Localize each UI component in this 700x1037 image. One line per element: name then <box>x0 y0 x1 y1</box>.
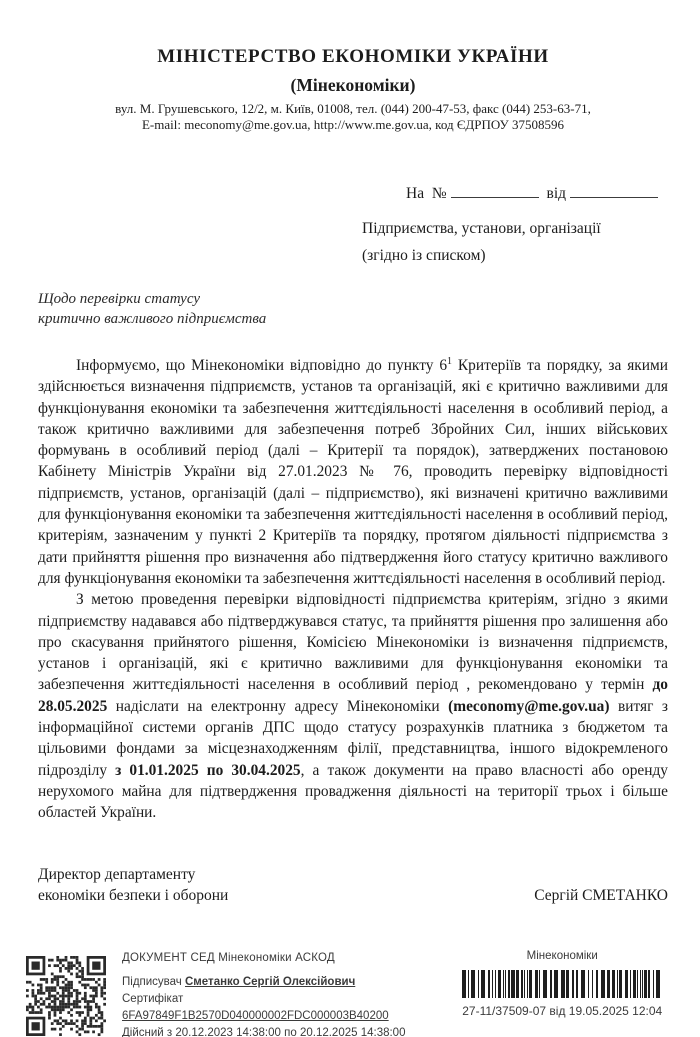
barcode-icon <box>462 970 662 998</box>
signer-position-line1: Директор департаменту <box>38 865 196 883</box>
letterhead-address: вул. М. Грушевського, 12/2, м. Київ, 01008, тел. (044) 200-47-53, факс (044) 253-63-71, <box>115 101 591 116</box>
reference-date-label: від <box>546 185 567 202</box>
registration-org: Мінекономіки <box>526 950 598 962</box>
subject-block <box>38 289 668 329</box>
p2-email: (meconomy@me.gov.ua) <box>448 697 610 715</box>
signer-name: Сергій СМЕТАНКО <box>534 886 668 904</box>
stamp-signer-label: Підписувач <box>122 976 182 988</box>
letterhead-contacts: E-mail: meconomy@me.gov.ua, http://www.me.gov.ua, код ЄДРПОУ 37508596 <box>141 117 565 132</box>
ministry-short-name: (Мінекономіки) <box>290 75 416 95</box>
ministry-name: МІНІСТЕРСТВО ЕКОНОМІКИ УКРАЇНИ <box>157 46 549 67</box>
reference-na-label: На <box>406 185 425 202</box>
stamp-signer-name: Сметанко Сергій Олексійович <box>185 976 356 988</box>
stamp-signer-line <box>122 974 452 991</box>
p2-seg1: З метою проведення перевірки відповідності підприємства критеріям, згідно з якими підприємству надавався або підтверджувався статус, та прийняття рішення про залишення або про скасування прийнятого рішення, Комісією Мінекономіки із визначення підприємств, установ і організацій, які є критично важливими для функціонування економіки та забезпечення життєдіяльності населення в особливий період , рекомендовано у термін <box>38 591 668 694</box>
qr-code-icon <box>26 956 106 1036</box>
addressee-line2: (згідно із списком) <box>362 247 486 264</box>
subject-line2: критично важливого підприємства <box>38 311 267 327</box>
subject-line1: Щодо перевірки статусу <box>38 291 201 307</box>
signature-block <box>38 864 668 906</box>
stamp-system-line: ДОКУМЕНТ СЕД Мінекономіки АСКОД <box>122 952 335 964</box>
signer-position-line2: економіки безпеки і оборони <box>38 886 229 904</box>
stamp-certificate-value: 6FA97849F1B2570D040000002FDC000003B40200 <box>122 1010 389 1022</box>
p2-seg3: витяг з інформаційної системи органів ДПС щодо статусу розрахунків платника з бюджетом та цільовими фондами за місцезнаходженням філії, представництва, іншого відокремленого підрозділу <box>38 697 668 779</box>
stamp-valid-label: Дійсний з <box>122 1027 173 1037</box>
p1-text-start: Інформуємо, що Мінекономіки відповідно до пункту 6 <box>76 357 448 374</box>
p2-deadline: до 28.05.2025 <box>38 676 668 715</box>
p2-seg2: надіслати на електронну адресу Мінекономіки <box>107 697 449 715</box>
addressee-block <box>362 220 668 265</box>
reference-line <box>406 184 668 203</box>
paragraph-2 <box>38 589 668 823</box>
p2-period: з 01.01.2025 по 30.04.2025 <box>115 761 301 779</box>
stamp-valid-to: 20.12.2025 14:38:00 <box>299 1027 406 1037</box>
stamp-certificate-line <box>122 991 452 1025</box>
reference-number-label: № <box>431 185 447 202</box>
addressee-line1: Підприємства, установи, організації <box>362 220 601 237</box>
stamp-valid-from: 20.12.2023 14:38:00 <box>175 1027 281 1037</box>
letterhead <box>38 46 668 132</box>
letter-body <box>38 355 668 824</box>
footer-stamps <box>26 946 672 1037</box>
reference-date-blank <box>570 184 658 198</box>
digital-signature-stamp <box>122 952 452 1037</box>
reference-number-blank <box>451 184 539 198</box>
paragraph-1 <box>38 355 668 589</box>
signer-position <box>38 864 228 906</box>
stamp-certificate-label: Сертифікат <box>122 993 184 1005</box>
stamp-valid-to-label: по <box>284 1027 297 1037</box>
registration-stamp <box>452 950 672 1018</box>
p1-superscript: 1 <box>447 355 453 367</box>
stamp-validity-line <box>122 1025 452 1037</box>
registration-number: 27-11/37509-07 від 19.05.2025 12:04 <box>462 1004 663 1018</box>
p1-text-rest: Критеріїв та порядку, за якими здійснюється визначення підприємств, установ та організацій, які є критично важливими для функціонування економіки та забезпечення життєдіяльності населення в особливий період, а також критично важливими для забезпечення потреб Збройних Сил, інших військових формувань в особливий період (далі – Критерії та порядок), затверджених постановою Кабінету Міністрів України від 27.01.2023 № 76, проводить перевірку відповідності підприємств, установ, організацій (далі – підприємство), які визначені критично важливими для функціонування економіки та забезпечення життєдіяльності населення в особливий період, критеріям, зазначеним у пункті 2 Критеріїв та порядку, протягом діяльності підприємства з дати прийняття рішення про визначення або підтвердження його статусу критично важливого для функціонування економіки та забезпечення життєдіяльності населення в особливий період. <box>38 357 668 587</box>
p2-seg4: , а також документи на право власності або оренду нерухомого майна для підтвердження провадження діяльності на території трьох і більше областей України. <box>38 761 668 822</box>
